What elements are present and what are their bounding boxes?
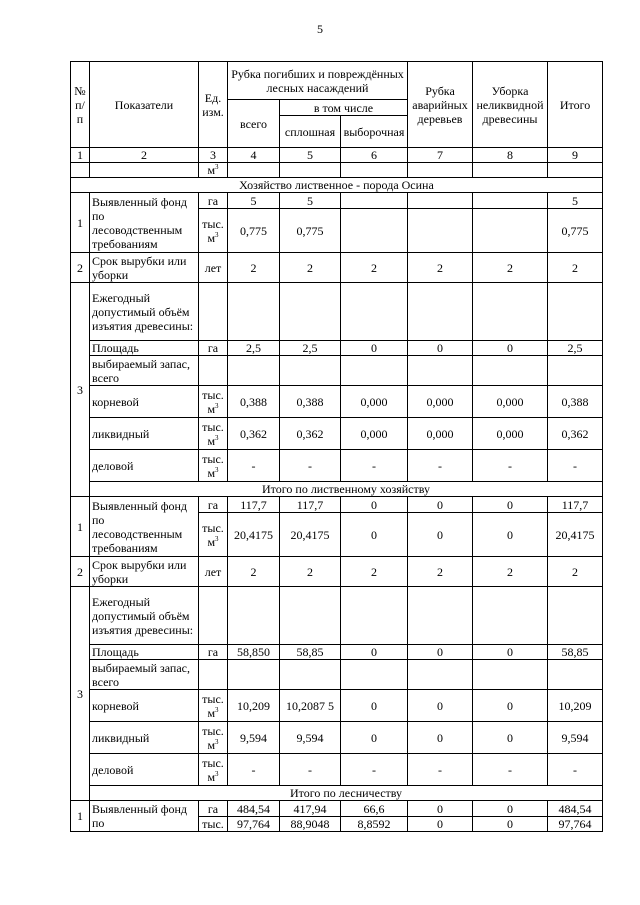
value-cell: - — [408, 754, 473, 786]
value-cell: 0 — [341, 722, 408, 754]
value-cell: 20,4175 — [280, 513, 341, 557]
value-cell: 2,5 — [548, 341, 603, 356]
table-row — [71, 253, 603, 283]
value-cell: - — [473, 450, 548, 482]
value-cell: 66,6 — [341, 801, 408, 817]
table-row — [71, 645, 603, 660]
value-cell: 0 — [408, 722, 473, 754]
value-cell: 117,7 — [548, 497, 603, 513]
indicator-label: деловой — [90, 754, 199, 786]
header-selective: выборочная — [341, 116, 408, 148]
value-cell: 0 — [473, 722, 548, 754]
value-cell: 0,000 — [473, 418, 548, 450]
table-row — [71, 193, 603, 209]
header-clear: сплошная — [280, 116, 341, 148]
value-cell: - — [341, 450, 408, 482]
column-number: 1 — [71, 148, 90, 163]
value-cell — [408, 209, 473, 253]
value-cell: 97,764 — [228, 817, 280, 832]
indicator-label: деловой — [90, 450, 199, 482]
value-cell: 58,85 — [548, 645, 603, 660]
value-cell: 2 — [341, 557, 408, 587]
row-number: 1 — [71, 497, 90, 557]
indicator-label: ликвидный — [90, 418, 199, 450]
value-cell: 0 — [473, 690, 548, 722]
value-cell: 0,000 — [341, 418, 408, 450]
value-cell: 2 — [473, 557, 548, 587]
value-cell: 2 — [408, 557, 473, 587]
table-cell — [280, 163, 341, 178]
table-cell — [473, 283, 548, 341]
section-title: Итого по лиственному хозяйству — [90, 482, 603, 497]
indicator-label: Выявленный фонд по лесоводственным требованиям — [90, 193, 199, 253]
table-row — [71, 786, 603, 801]
page-number: 5 — [317, 22, 323, 36]
indicator-label: Срок вырубки или уборки — [90, 557, 199, 587]
table-cell — [71, 163, 90, 178]
header-num: № п/п — [71, 62, 90, 148]
section-title: Итого по лесничеству — [90, 786, 603, 801]
table-cell — [280, 356, 341, 386]
table-cell — [408, 283, 473, 341]
value-cell: 117,7 — [280, 497, 341, 513]
indicator-label: Площадь — [90, 341, 199, 356]
table-row — [71, 690, 603, 722]
table-cell — [228, 283, 280, 341]
value-cell: 0,775 — [548, 209, 603, 253]
value-cell: - — [280, 450, 341, 482]
value-cell: - — [548, 754, 603, 786]
unit-cell: га — [199, 645, 228, 660]
value-cell — [341, 209, 408, 253]
value-cell: 8,8592 — [341, 817, 408, 832]
unit-cell: га — [199, 193, 228, 209]
value-cell: 2,5 — [228, 341, 280, 356]
value-cell: 0,775 — [228, 209, 280, 253]
indicator-label: Площадь — [90, 645, 199, 660]
table-row — [71, 418, 603, 450]
header-unit: Ед. изм. — [199, 62, 228, 148]
unit-cell: га — [199, 497, 228, 513]
value-cell: 0 — [408, 497, 473, 513]
table-cell — [280, 660, 341, 690]
header-emergency: Рубка аварийных деревьев — [408, 62, 473, 148]
table-cell — [228, 163, 280, 178]
value-cell: 0,362 — [280, 418, 341, 450]
table-row — [71, 450, 603, 482]
header-dead-group: Рубка погибших и повреждённых лесных насаждений — [228, 62, 408, 100]
column-number: 4 — [228, 148, 280, 163]
table-cell — [199, 356, 228, 386]
value-cell: 10,209 — [228, 690, 280, 722]
table-cell — [341, 660, 408, 690]
value-cell: - — [228, 754, 280, 786]
unit-cell: га — [199, 801, 228, 817]
value-cell: 0,000 — [473, 386, 548, 418]
table-row — [71, 587, 603, 645]
value-cell: 0 — [341, 645, 408, 660]
table-cell — [199, 283, 228, 341]
indicator-label: Срок вырубки или уборки — [90, 253, 199, 283]
unit-cell: тыс. — [199, 817, 228, 832]
row-number: 2 — [71, 557, 90, 587]
value-cell: 0 — [341, 497, 408, 513]
value-cell: 20,4175 — [228, 513, 280, 557]
unit-cell: тыс. $м^3$ — [199, 418, 228, 450]
table-cell — [408, 356, 473, 386]
value-cell: 484,54 — [228, 801, 280, 817]
table-cell — [280, 283, 341, 341]
value-cell: 0 — [341, 690, 408, 722]
indicator-label: корневой — [90, 386, 199, 418]
unit-cell: лет — [199, 253, 228, 283]
value-cell: 10,209 — [548, 690, 603, 722]
value-cell: 0 — [341, 341, 408, 356]
value-cell: 20,4175 — [548, 513, 603, 557]
indicator-label: Выявленный фонд по — [90, 801, 199, 832]
value-cell: 2 — [228, 253, 280, 283]
unit-cell: тыс. $м^3$ — [199, 386, 228, 418]
table-row — [71, 341, 603, 356]
value-cell: 0,775 — [280, 209, 341, 253]
value-cell: 0 — [408, 690, 473, 722]
value-cell: 10,2087 5 — [280, 690, 341, 722]
value-cell: 0,000 — [408, 386, 473, 418]
table-cell — [473, 163, 548, 178]
header-total: Итого — [548, 62, 603, 148]
value-cell: 2 — [548, 557, 603, 587]
value-cell: 2 — [408, 253, 473, 283]
value-cell: 0,388 — [280, 386, 341, 418]
value-cell: - — [280, 754, 341, 786]
table-row — [71, 754, 603, 786]
value-cell: 0,000 — [341, 386, 408, 418]
table-cell — [228, 356, 280, 386]
value-cell: 2 — [228, 557, 280, 587]
indicator-label: выбираемый запас, всего — [90, 660, 199, 690]
row-number: 1 — [71, 801, 90, 832]
unit-cell: тыс. $м^3$ — [199, 722, 228, 754]
table-row — [71, 178, 603, 193]
value-cell: 97,764 — [548, 817, 603, 832]
value-cell: - — [473, 754, 548, 786]
table-cell — [341, 163, 408, 178]
value-cell: 88,9048 — [280, 817, 341, 832]
value-cell: 2 — [473, 253, 548, 283]
header-in-that-number: в том числе — [280, 100, 408, 116]
table-cell — [548, 356, 603, 386]
unit-cell: тыс. $м^3$ — [199, 690, 228, 722]
value-cell — [473, 209, 548, 253]
table-cell — [548, 587, 603, 645]
table-cell — [473, 356, 548, 386]
value-cell: - — [548, 450, 603, 482]
value-cell: 2 — [280, 253, 341, 283]
table-cell — [90, 163, 199, 178]
table-cell — [408, 660, 473, 690]
unit-cell: тыс. $м^3$ — [199, 754, 228, 786]
unit-cell: тыс. $м^3$ — [199, 209, 228, 253]
value-cell — [473, 193, 548, 209]
value-cell: 5 — [228, 193, 280, 209]
column-number: 7 — [408, 148, 473, 163]
value-cell: - — [228, 450, 280, 482]
value-cell: 2 — [280, 557, 341, 587]
header-total-all: всего — [228, 100, 280, 148]
indicator-label: выбираемый запас, всего — [90, 356, 199, 386]
value-cell: 417,94 — [280, 801, 341, 817]
column-number: 5 — [280, 148, 341, 163]
column-number: 6 — [341, 148, 408, 163]
value-cell: 0,388 — [548, 386, 603, 418]
unit-cell: $м^3$ — [199, 163, 228, 178]
table-cell — [199, 660, 228, 690]
table-cell — [228, 587, 280, 645]
indicator-label: ликвидный — [90, 722, 199, 754]
indicator-label: Ежегодный допустимый объём изъятия древесины: — [90, 283, 199, 341]
value-cell: 0,362 — [548, 418, 603, 450]
value-cell: 0 — [408, 513, 473, 557]
value-cell: 2 — [341, 253, 408, 283]
value-cell: - — [341, 754, 408, 786]
value-cell: 58,85 — [280, 645, 341, 660]
value-cell: 2 — [548, 253, 603, 283]
table-cell — [548, 660, 603, 690]
column-number: 8 — [473, 148, 548, 163]
value-cell: 0 — [408, 341, 473, 356]
value-cell: 0,000 — [408, 418, 473, 450]
forest-indicators-table — [70, 61, 603, 832]
value-cell: 0 — [408, 817, 473, 832]
value-cell: 0,362 — [228, 418, 280, 450]
table-row — [71, 660, 603, 690]
row-number: 3 — [71, 283, 90, 497]
column-number: 2 — [90, 148, 199, 163]
table-row — [71, 557, 603, 587]
table-cell — [473, 660, 548, 690]
row-number: 2 — [71, 253, 90, 283]
value-cell: 0 — [473, 801, 548, 817]
table-cell — [199, 587, 228, 645]
table-cell — [341, 587, 408, 645]
header-illiquid: Уборка неликвидной древесины — [473, 62, 548, 148]
value-cell: 9,594 — [228, 722, 280, 754]
value-cell: 5 — [280, 193, 341, 209]
row-number: 1 — [71, 193, 90, 253]
value-cell: 58,850 — [228, 645, 280, 660]
table-cell — [341, 283, 408, 341]
value-cell: 0 — [408, 645, 473, 660]
section-title: Хозяйство лиственное - порода Осина — [71, 178, 603, 193]
value-cell: 0 — [473, 817, 548, 832]
indicator-label: Ежегодный допустимый объём изъятия древесины: — [90, 587, 199, 645]
value-cell — [341, 193, 408, 209]
column-number: 9 — [548, 148, 603, 163]
unit-cell: тыс. $м^3$ — [199, 450, 228, 482]
table-row — [71, 497, 603, 513]
table-cell — [408, 587, 473, 645]
value-cell: - — [408, 450, 473, 482]
value-cell: 5 — [548, 193, 603, 209]
table-row — [71, 356, 603, 386]
table-row — [71, 801, 603, 817]
value-cell: 2,5 — [280, 341, 341, 356]
value-cell: 0 — [408, 801, 473, 817]
indicator-label: корневой — [90, 690, 199, 722]
indicator-label: Выявленный фонд по лесоводственным требованиям — [90, 497, 199, 557]
table-row — [71, 482, 603, 497]
value-cell: 117,7 — [228, 497, 280, 513]
value-cell: 0 — [473, 645, 548, 660]
table-row — [71, 386, 603, 418]
value-cell: 9,594 — [548, 722, 603, 754]
header-indicators: Показатели — [90, 62, 199, 148]
value-cell: 484,54 — [548, 801, 603, 817]
table-cell — [473, 587, 548, 645]
row-number: 3 — [71, 587, 90, 801]
table-cell — [408, 163, 473, 178]
value-cell — [408, 193, 473, 209]
unit-cell: лет — [199, 557, 228, 587]
value-cell: 9,594 — [280, 722, 341, 754]
value-cell: 0 — [473, 497, 548, 513]
unit-cell: тыс. $м^3$ — [199, 513, 228, 557]
value-cell: 0 — [473, 341, 548, 356]
unit-cell: га — [199, 341, 228, 356]
value-cell: 0 — [341, 513, 408, 557]
table-cell — [228, 660, 280, 690]
table-row — [71, 283, 603, 341]
table-cell — [341, 356, 408, 386]
table-cell — [280, 587, 341, 645]
table-cell — [548, 283, 603, 341]
value-cell: 0,388 — [228, 386, 280, 418]
table-cell — [548, 163, 603, 178]
column-number: 3 — [199, 148, 228, 163]
table-row — [71, 722, 603, 754]
value-cell: 0 — [473, 513, 548, 557]
